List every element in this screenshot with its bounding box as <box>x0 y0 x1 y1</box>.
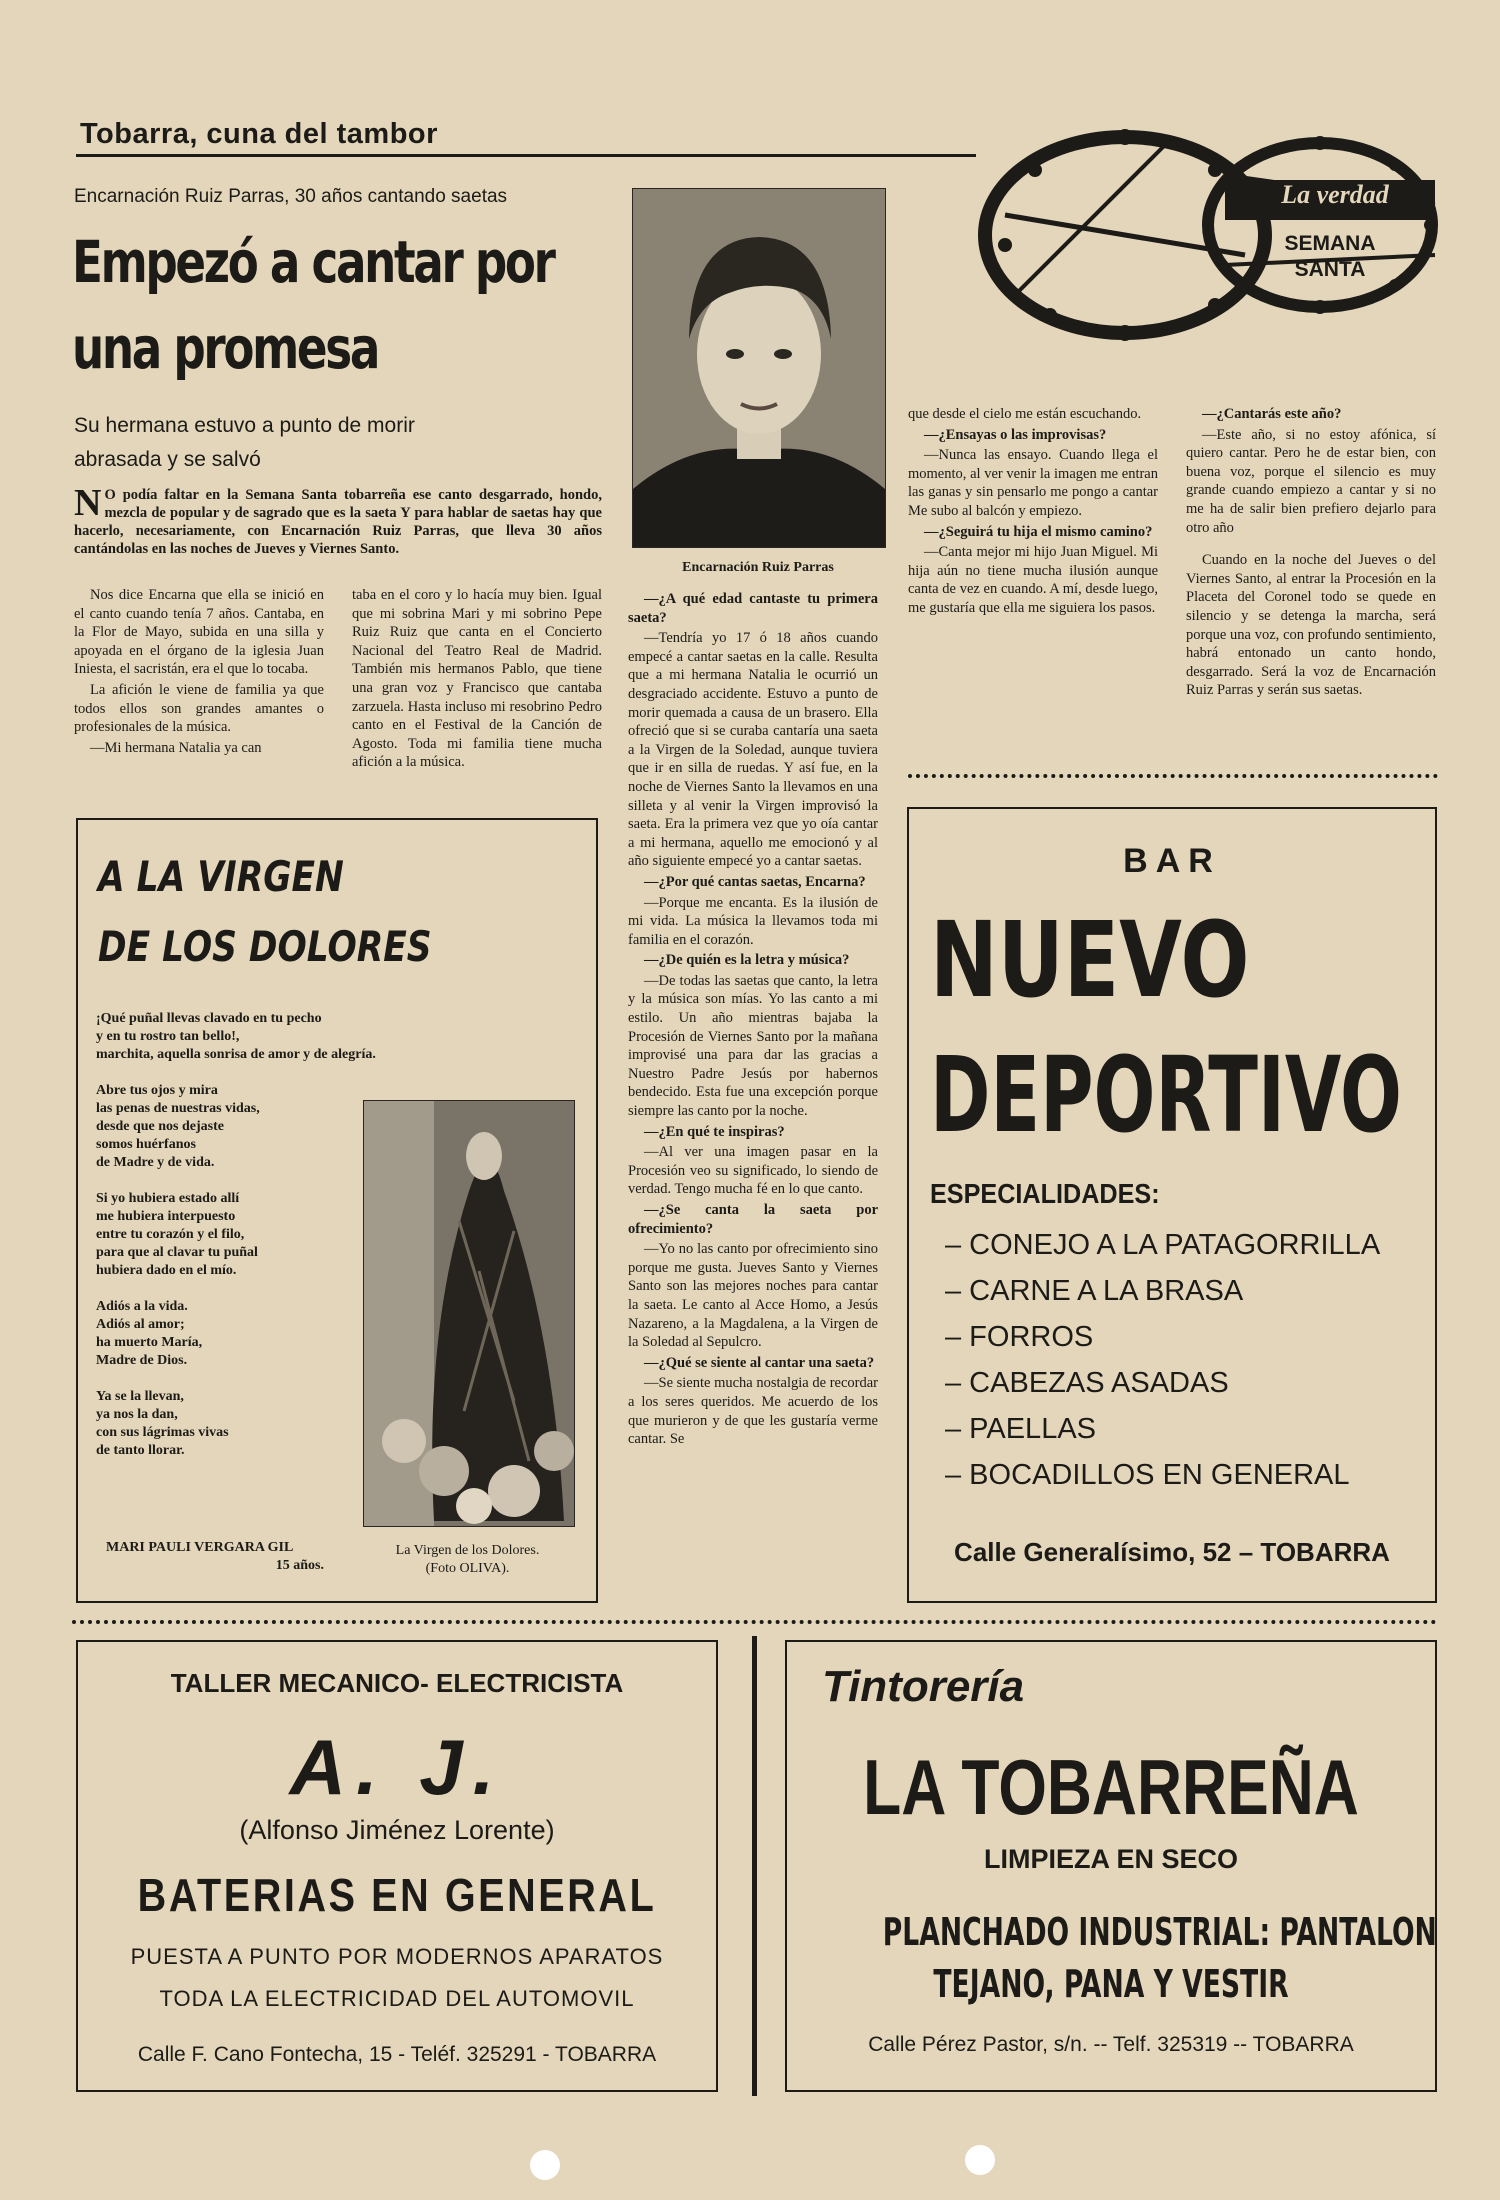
answer: —Al ver una imagen pasar en la Procesión veo su significado, lo siendo de verdad. Tengo mucha fé en lo que canto. <box>628 1144 878 1198</box>
taller-ad-address: Calle F. Cano Fontecha, 15 - Teléf. 325291 - TOBARRA <box>137 2043 657 2066</box>
verse: entre tu corazón y el filo, <box>96 1227 245 1242</box>
verse: ha muerto María, <box>96 1335 203 1350</box>
question: —¿Ensayas o las improvisas? <box>924 426 1107 443</box>
question: —¿A qué edad cantaste tu primera saeta? <box>628 591 878 626</box>
answer: —Porque me encanta. Es la ilusión de mi vida. La música la llevamos toda mi familia en el corazón. <box>628 894 878 948</box>
answer: —Se siente mucha nostalgia de recordar a los seres queridos. Me acuerdo de los que murieron y de que les gustaría verme cantar. Se <box>628 1375 878 1448</box>
paragraph: —Mi hermana Natalia ya can <box>90 739 262 756</box>
verse: ¡Qué puñal llevas clavado en tu pecho <box>96 1011 322 1026</box>
bar-ad-menu <box>945 1228 1380 1504</box>
punch-hole <box>530 2150 560 2180</box>
article-col-1 <box>74 586 324 759</box>
caption-line: (Foto OLIVA). <box>425 1561 510 1576</box>
tintoreria-ad-line1: LIMPIEZA EN SECO <box>983 1844 1239 1874</box>
menu-item: – BOCADILLOS EN GENERAL <box>945 1459 1350 1491</box>
taller-ad-name: A. J. <box>289 1723 505 1811</box>
bar-ad-name-1: NUEVO <box>930 899 1250 1021</box>
question: —¿En qué te inspiras? <box>644 1123 785 1140</box>
verse: y en tu rostro tan bello!, <box>96 1029 240 1044</box>
answer: —Tendría yo 17 ó 18 años cuando empecé a cantar saetas en la calle. Resulta que a mi hermana Natalia le ocurrió un desgraciado accidente. Estuvo a punto de morir quemada a causa de un brasero. Ella ofreció que si se curaba cantaría una saeta a la Virgen de la Soledad, aunque tuviera que ir en silla de ruedas. Y así fue, en la noche de Viernes Santo la llevamos en una silleta y al venir la Virgen improvisó la saeta. Era la primera vez que yo oía cantar a mi hermana, aquello me emocionó y al año siguiente empecé yo a cantar saetas. <box>628 630 878 870</box>
caption-line: La Virgen de los Dolores. <box>395 1543 540 1558</box>
virgin-photo <box>363 1100 575 1527</box>
subhead-line1: Su hermana estuvo a punto de morir <box>74 414 415 437</box>
article-kicker: Encarnación Ruiz Parras, 30 años cantando saetas <box>74 186 508 207</box>
question: —¿Por qué cantas saetas, Encarna? <box>644 873 866 890</box>
article-col-5 <box>1186 405 1436 702</box>
taller-ad-owner: (Alfonso Jiménez Lorente) <box>239 1815 555 1845</box>
column-divider <box>752 1636 757 2096</box>
virgin-photo-caption <box>355 1542 580 1578</box>
taller-ad-line2: PUESTA A PUNTO POR MODERNOS APARATOS <box>130 1944 664 1969</box>
bar-ad-spec-label: ESPECIALIDADES: <box>930 1178 1160 1209</box>
verse: me hubiera interpuesto <box>96 1209 236 1224</box>
tintoreria-ad-top: Tintorería <box>822 1662 1025 1711</box>
verse: ya nos la dan, <box>96 1407 178 1422</box>
poem-author-age: 15 años. <box>275 1558 324 1573</box>
article-col-4 <box>908 405 1158 620</box>
logo-line2: SANTA <box>1294 258 1366 281</box>
question: —¿De quién es la letra y música? <box>644 952 850 969</box>
taller-ad-top: TALLER MECANICO- ELECTRICISTA <box>170 1668 624 1698</box>
verse: las penas de nuestras vidas, <box>96 1101 260 1116</box>
bar-ad-top: BAR <box>1123 842 1221 880</box>
answer: —Nunca las ensayo. Cuando llega el momento, al ver venir la imagen me entran las ganas y sin pensarlo me pongo a cantar Me subo al balcón y empiezo. <box>908 447 1158 519</box>
virgin-illustration <box>364 1101 574 1526</box>
tintoreria-ad-address: Calle Pérez Pastor, s/n. -- Telf. 325319 -- TOBARRA <box>868 2033 1354 2056</box>
portrait-caption: Encarnación Ruiz Parras <box>682 560 834 575</box>
punch-hole <box>965 2145 995 2175</box>
verse: Si yo hubiera estado allí <box>96 1191 240 1206</box>
question: —¿Cantarás este año? <box>1202 406 1342 422</box>
portrait-photo <box>632 188 886 548</box>
answer: —Canta mejor mi hijo Juan Miguel. Mi hija aún no tiene mucha ilusión aunque canta de vez en cuando. A mí, desde luego, me gustaría que ella me siguiera los pasos. <box>908 544 1158 616</box>
verse: somos huérfanos <box>96 1137 196 1152</box>
headline-line1: Empezó a cantar por <box>72 228 554 296</box>
stanza <box>96 1010 436 1064</box>
verse: marchita, aquella sonrisa de amor y de alegría. <box>96 1047 376 1062</box>
menu-item: – CARNE A LA BRASA <box>945 1275 1244 1307</box>
paragraph: taba en el coro y lo hacía muy bien. Igual que mi sobrina Mari y mi sobrino Pepe Ruiz Ruiz que canta en el Concierto Nacional del Teatro Real de Madrid. También mis hermanos Pablo, que tiene una gran voz y Francisco que cantaba zarzuela. Hasta incluso mi resobrino Pedro canto en el Festival de la Canción de Agosto. Toda mi familia tiene mucha afición a la música. <box>352 587 602 771</box>
paragraph: Nos dice Encarna que ella se inició en el canto cuando tenía 7 años. Cantaba, en la Flor de Mayo, subida en una silla y apoyada en el órgano de la iglesia Juan Iniesta, el sacristán, era el que lo tocaba. <box>74 587 324 678</box>
verse: Adiós al amor; <box>96 1317 185 1332</box>
tintoreria-ad-line2: PLANCHADO INDUSTRIAL: PANTALON <box>882 1910 1437 1954</box>
paragraph: Cuando en la noche del Jueves o del Viernes Santo, al entrar la Procesión en la Placeta del Coronel todo se quede en silencio y se detenga la marcha, será porque una voz, con profundo sentimiento, habrá entonado un canto hondo, desgarrado. Será la voz de Encarnación Ruiz Parras y serán sus saetas. <box>1186 552 1436 699</box>
poem-author: MARI PAULI VERGARA GIL <box>106 1540 294 1555</box>
article-col-2 <box>352 586 602 774</box>
question: —¿Se canta la saeta por ofrecimiento? <box>628 1202 878 1237</box>
taller-ad <box>76 1640 718 2092</box>
tintoreria-ad-name: LA TOBARREÑA <box>863 1743 1359 1831</box>
verse: de tanto llorar. <box>96 1443 185 1458</box>
verse: hubiera dado en el mío. <box>96 1263 237 1278</box>
verse: desde que nos dejaste <box>96 1119 224 1134</box>
separator <box>72 1620 1437 1624</box>
verse: Abre tus ojos y mira <box>96 1083 218 1098</box>
drop-cap: N <box>74 482 102 524</box>
header-rule <box>76 154 976 157</box>
menu-item: – PAELLAS <box>945 1413 1097 1445</box>
logo-brand: La verdad <box>1281 180 1389 209</box>
taller-ad-line1: BATERIAS EN GENERAL <box>137 1869 657 1921</box>
verse: Adiós a la vida. <box>96 1299 188 1314</box>
bar-ad-name-2: DEPORTIVO <box>930 1034 1402 1156</box>
separator <box>908 774 1438 778</box>
answer: —Yo no las canto por ofrecimiento sino porque me gusta. Jueves Santo y Viernes Santo son las mejores noches para cantar la saeta. Le canto al Acce Homo, a Jesús Nazareno, a la Magdalena, a la Virgen de la Soledad al Sepulcro. <box>628 1241 878 1351</box>
paragraph: La afición le viene de familia ya que todos ellos son grandes amantes o profesionales de la música. <box>74 681 324 736</box>
poem-title-2: DE LOS DOLORES <box>98 922 432 971</box>
logo-line1: SEMANA <box>1284 232 1376 255</box>
answer: —De todas las saetas que canto, la letra y la música son mías. Yo las canto a mi estilo. Un año mientras bajaba la Procesión de Viernes Santo por la mañana improvisé una para dar las gracias a Nuestro Padre Jesús por habernos bendecido. Esta fue una excepción porque siempre las canto por la noche. <box>628 972 878 1120</box>
menu-item: – FORROS <box>945 1321 1094 1353</box>
verse: para que al clavar tu puñal <box>96 1245 258 1260</box>
article-col-3 <box>628 590 878 1451</box>
verse: Ya se la llevan, <box>96 1389 184 1404</box>
verse: con sus lágrimas vivas <box>96 1425 229 1440</box>
subhead-line2: abrasada y se salvó <box>74 448 261 471</box>
answer: —Este año, si no estoy afónica, sí quiero cantar. Pero he de estar bien, con buena voz, porque el silencio es muy grande cuando empiezo a cantar y si no me ha de salir bien prefiero dejarlo para otro año <box>1186 426 1436 536</box>
answer: que desde el cielo me están escuchando. <box>908 406 1142 422</box>
bar-ad-address: Calle Generalísimo, 52 – TOBARRA <box>954 1537 1390 1567</box>
tintoreria-ad-line3: TEJANO, PANA Y VESTIR <box>933 1962 1289 2006</box>
portrait-illustration <box>633 189 885 547</box>
question: —¿Seguirá tu hija el mismo camino? <box>924 523 1153 540</box>
taller-ad-line3: TODA LA ELECTRICIDAD DEL AUTOMOVIL <box>159 1986 635 2011</box>
verse: de Madre y de vida. <box>96 1155 215 1170</box>
question: —¿Qué se siente al cantar una saeta? <box>644 1354 875 1371</box>
headline-line2: una promesa <box>72 314 379 382</box>
section-header: Tobarra, cuna del tambor <box>80 118 438 150</box>
poem-title-1: A LA VIRGEN <box>98 852 344 901</box>
menu-item: – CONEJO A LA PATAGORRILLA <box>945 1229 1381 1261</box>
lead-paragraph <box>74 482 602 558</box>
lead-text: O podía faltar en la Semana Santa tobarreña ese canto desgarrado, hondo, mezcla de popular y de sagrado que es la saeta Y para hablar de saetas hay que hacerlo, necesariamente, con Encarnación Ruiz Parras, que lleva 30 años cantándolas en las noches de Jueves y Viernes Santo. <box>74 487 602 557</box>
menu-item: – CABEZAS ASADAS <box>945 1367 1229 1399</box>
verse: Madre de Dios. <box>96 1353 188 1368</box>
